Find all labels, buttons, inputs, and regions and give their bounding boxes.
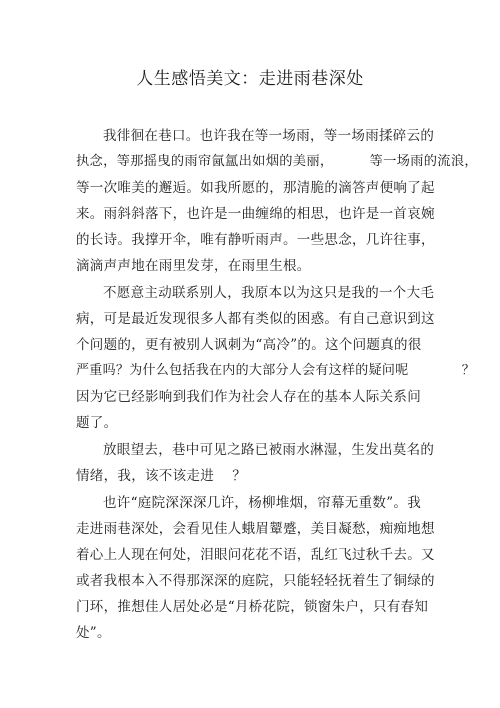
article-title: 人生感悟美文：走进雨巷深处: [136, 69, 364, 89]
paragraph-line: 不愿意主动联系别人，我原本以为这只是我的一个大毛: [103, 285, 435, 301]
paragraph-line: 严重吗？为什么包括我在内的大部分人会有这样的疑问呢 ？: [76, 363, 475, 378]
paragraph-line: 病，可是最近发现很多人都有类似的困惑。有自己意识到这: [76, 311, 435, 327]
paragraph-line: 因为它已经影响到我们作为社会人存在的基本人际关系问: [76, 389, 421, 405]
paragraph-line: 等一次唯美的邂逅。如我所愿的，那清脆的滴答声便响了起: [76, 180, 435, 196]
paragraph-line: 着心上人现在何处，泪眼问花花不语，乱红飞过秋千去。又: [76, 547, 435, 563]
paragraph-line: 我徘徊在巷口。也许我在等一场雨，等一场雨揉碎云的: [103, 128, 435, 144]
paragraph-line: 放眼望去，巷中可见之路已被雨水淋湿，生发出莫名的: [103, 442, 435, 458]
paragraph-line: 走进雨巷深处，会看见佳人蛾眉颦蹙，美目凝愁，痴痴地想: [76, 521, 435, 537]
paragraph-line: 的长诗。我撑开伞，唯有静听雨声。一些思念，几许往事，: [76, 232, 435, 248]
paragraph-line: 个问题的，更有被别人讽刺为“高冷”的。这个问题真的很: [76, 337, 422, 353]
paragraph-line: 情绪，我，该不该走进 ？: [76, 468, 247, 484]
paragraph-line: 也许“庭院深深深几许，杨柳堆烟，帘幕无重数”。我: [103, 495, 422, 511]
paragraph-line: 题了。: [76, 415, 118, 431]
paragraph-line: 滴滴声声地在雨里发芽，在雨里生根。: [76, 258, 311, 274]
paragraph-line: 门环，推想佳人居处必是“月桥花院，锁窗朱户，只有春知: [76, 599, 429, 615]
paragraph-line: 来。雨斜斜落下，也许是一曲缠绵的相思，也许是一首哀婉: [76, 206, 435, 222]
paragraph-line: 或者我根本入不得那深深的庭院，只能轻轻抚着生了铜绿的: [76, 573, 435, 589]
paragraph-line: 执念，等那摇曳的雨帘氤氲出如烟的美丽， 等一场雨的流浪，: [76, 154, 478, 169]
paragraph-line: 处”。: [76, 625, 111, 641]
